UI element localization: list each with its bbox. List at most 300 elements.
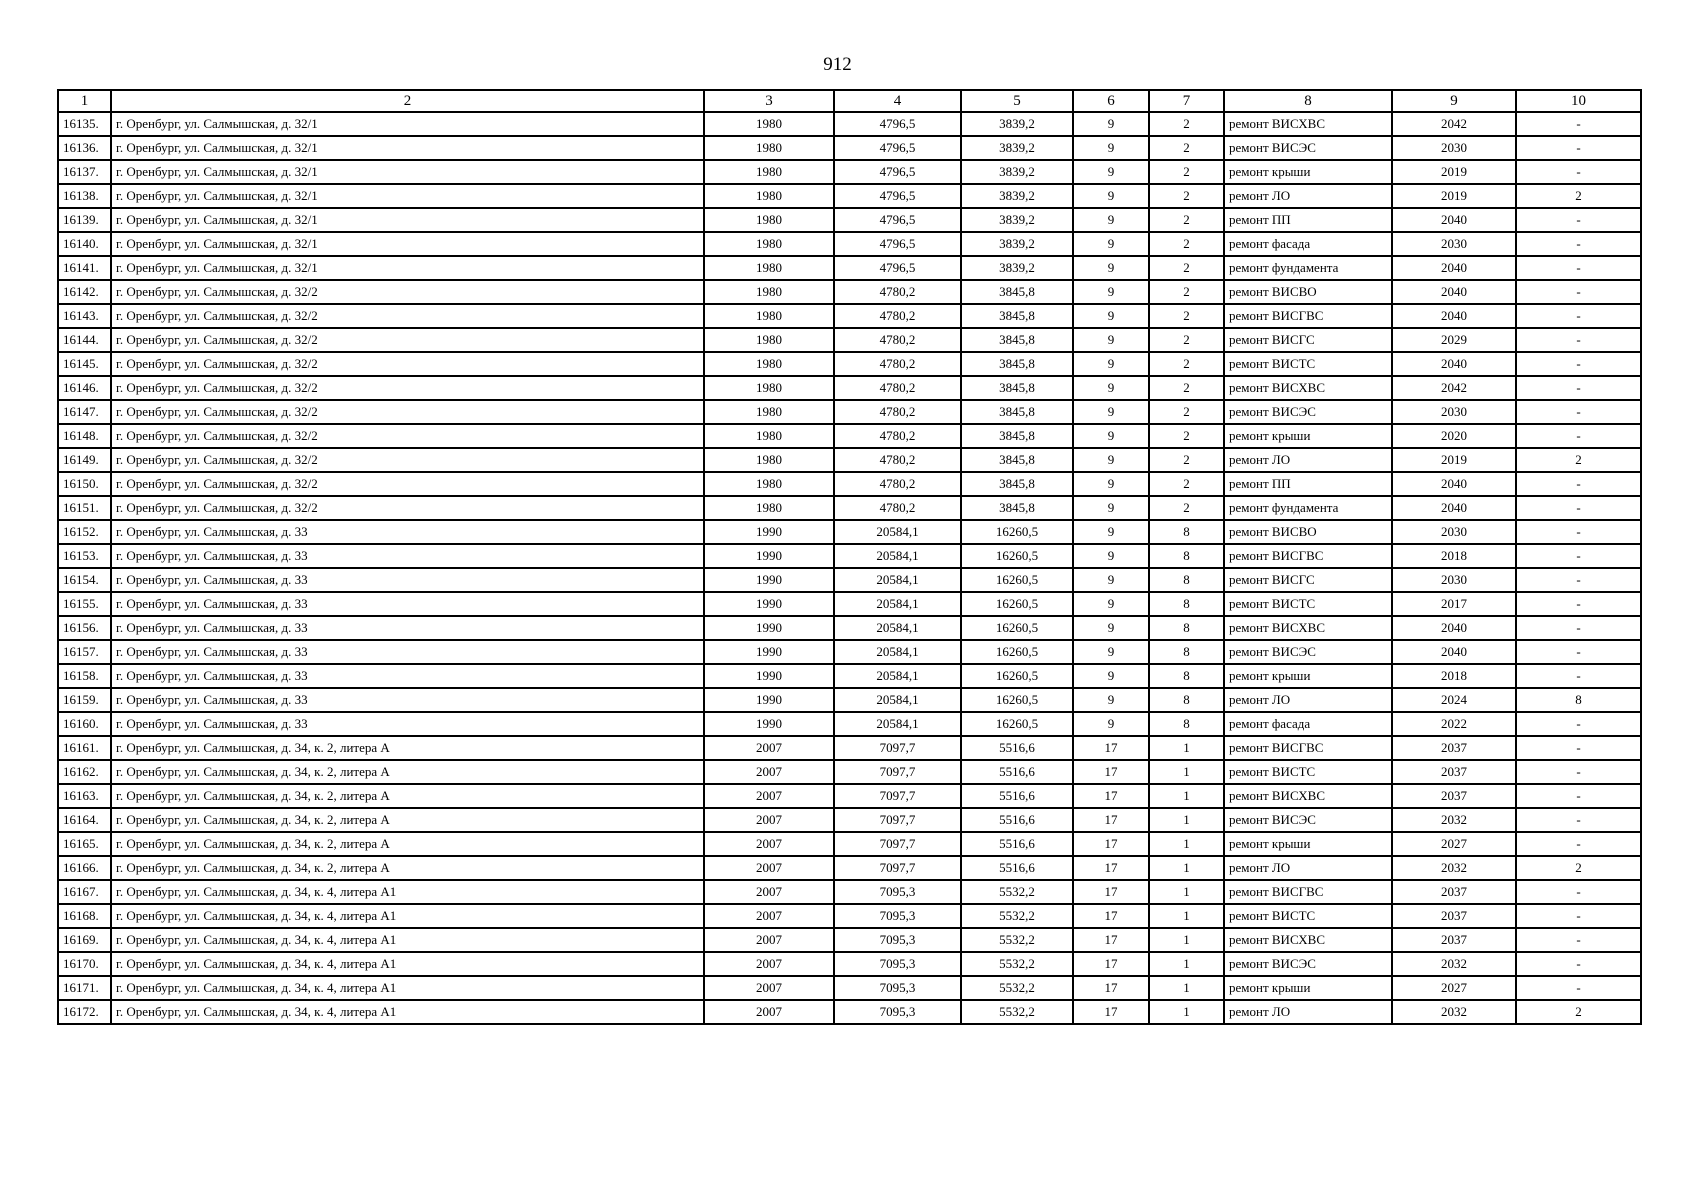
table-row — [58, 328, 1641, 352]
work-type-cell: ремонт фундамента — [1224, 496, 1392, 520]
total-area-cell: 4780,2 — [834, 376, 961, 400]
total-area-cell: 7097,7 — [834, 760, 961, 784]
year-built-cell: 1980 — [704, 352, 834, 376]
table-body — [58, 112, 1641, 1024]
extra-value-cell: 8 — [1516, 688, 1641, 712]
row-number-cell: 16159. — [58, 688, 111, 712]
total-area-cell: 4796,5 — [834, 136, 961, 160]
total-area-cell: 4796,5 — [834, 208, 961, 232]
row-number-cell: 16161. — [58, 736, 111, 760]
row-number-cell: 16172. — [58, 1000, 111, 1024]
extra-value-cell: - — [1516, 424, 1641, 448]
year-built-cell: 1980 — [704, 376, 834, 400]
row-number-cell: 16167. — [58, 880, 111, 904]
living-area-cell: 16260,5 — [961, 688, 1073, 712]
year-built-cell: 2007 — [704, 736, 834, 760]
total-area-cell: 20584,1 — [834, 640, 961, 664]
address-cell: г. Оренбург, ул. Салмышская, д. 32/1 — [111, 160, 704, 184]
planned-year-cell: 2032 — [1392, 1000, 1516, 1024]
floors-cell: 17 — [1073, 808, 1149, 832]
address-cell: г. Оренбург, ул. Салмышская, д. 34, к. 2, литера А — [111, 832, 704, 856]
entrances-cell: 2 — [1149, 280, 1224, 304]
total-area-cell: 20584,1 — [834, 544, 961, 568]
floors-cell: 17 — [1073, 1000, 1149, 1024]
work-type-cell: ремонт ВИСХВС — [1224, 784, 1392, 808]
floors-cell: 9 — [1073, 592, 1149, 616]
planned-year-cell: 2030 — [1392, 568, 1516, 592]
living-area-cell: 3845,8 — [961, 496, 1073, 520]
row-number-cell: 16157. — [58, 640, 111, 664]
year-built-cell: 1990 — [704, 520, 834, 544]
table-row — [58, 400, 1641, 424]
entrances-cell: 1 — [1149, 784, 1224, 808]
table-row — [58, 160, 1641, 184]
living-area-cell: 5516,6 — [961, 808, 1073, 832]
table-row — [58, 232, 1641, 256]
row-number-cell: 16160. — [58, 712, 111, 736]
table-row — [58, 136, 1641, 160]
living-area-cell: 5532,2 — [961, 880, 1073, 904]
page-number: 912 — [823, 54, 852, 75]
work-type-cell: ремонт ВИСХВС — [1224, 928, 1392, 952]
extra-value-cell: - — [1516, 232, 1641, 256]
work-type-cell: ремонт фундамента — [1224, 256, 1392, 280]
table-row — [58, 496, 1641, 520]
table-row — [58, 640, 1641, 664]
repair-schedule-table — [57, 89, 1642, 1025]
total-area-cell: 7097,7 — [834, 832, 961, 856]
column-header-2: 2 — [111, 90, 704, 112]
entrances-cell: 8 — [1149, 712, 1224, 736]
living-area-cell: 5532,2 — [961, 976, 1073, 1000]
living-area-cell: 3839,2 — [961, 232, 1073, 256]
table-row — [58, 112, 1641, 136]
floors-cell: 17 — [1073, 784, 1149, 808]
work-type-cell: ремонт ВИСТС — [1224, 352, 1392, 376]
work-type-cell: ремонт ВИСГС — [1224, 568, 1392, 592]
address-cell: г. Оренбург, ул. Салмышская, д. 33 — [111, 664, 704, 688]
entrances-cell: 1 — [1149, 736, 1224, 760]
living-area-cell: 3845,8 — [961, 448, 1073, 472]
address-cell: г. Оренбург, ул. Салмышская, д. 32/1 — [111, 136, 704, 160]
year-built-cell: 1980 — [704, 136, 834, 160]
table-row — [58, 784, 1641, 808]
entrances-cell: 2 — [1149, 328, 1224, 352]
table-row — [58, 520, 1641, 544]
year-built-cell: 1980 — [704, 448, 834, 472]
entrances-cell: 2 — [1149, 256, 1224, 280]
total-area-cell: 4780,2 — [834, 448, 961, 472]
total-area-cell: 4780,2 — [834, 472, 961, 496]
planned-year-cell: 2037 — [1392, 784, 1516, 808]
floors-cell: 17 — [1073, 904, 1149, 928]
total-area-cell: 4796,5 — [834, 184, 961, 208]
work-type-cell: ремонт ВИСЭС — [1224, 952, 1392, 976]
extra-value-cell: - — [1516, 616, 1641, 640]
row-number-cell: 16168. — [58, 904, 111, 928]
row-number-cell: 16142. — [58, 280, 111, 304]
floors-cell: 9 — [1073, 160, 1149, 184]
planned-year-cell: 2040 — [1392, 304, 1516, 328]
column-header-7: 7 — [1149, 90, 1224, 112]
extra-value-cell: - — [1516, 112, 1641, 136]
floors-cell: 9 — [1073, 136, 1149, 160]
table-row — [58, 544, 1641, 568]
table-row — [58, 184, 1641, 208]
entrances-cell: 1 — [1149, 952, 1224, 976]
entrances-cell: 2 — [1149, 448, 1224, 472]
total-area-cell: 4796,5 — [834, 160, 961, 184]
year-built-cell: 2007 — [704, 1000, 834, 1024]
extra-value-cell: - — [1516, 928, 1641, 952]
total-area-cell: 4780,2 — [834, 424, 961, 448]
work-type-cell: ремонт ВИСТС — [1224, 760, 1392, 784]
address-cell: г. Оренбург, ул. Салмышская, д. 32/2 — [111, 496, 704, 520]
address-cell: г. Оренбург, ул. Салмышская, д. 33 — [111, 616, 704, 640]
floors-cell: 17 — [1073, 832, 1149, 856]
entrances-cell: 2 — [1149, 112, 1224, 136]
extra-value-cell: - — [1516, 760, 1641, 784]
column-header-3: 3 — [704, 90, 834, 112]
living-area-cell: 16260,5 — [961, 616, 1073, 640]
table-row — [58, 712, 1641, 736]
address-cell: г. Оренбург, ул. Салмышская, д. 34, к. 2, литера А — [111, 856, 704, 880]
row-number-cell: 16165. — [58, 832, 111, 856]
column-header-8: 8 — [1224, 90, 1392, 112]
living-area-cell: 5532,2 — [961, 928, 1073, 952]
table-row — [58, 952, 1641, 976]
planned-year-cell: 2020 — [1392, 424, 1516, 448]
address-cell: г. Оренбург, ул. Салмышская, д. 32/2 — [111, 472, 704, 496]
total-area-cell: 7095,3 — [834, 880, 961, 904]
row-number-cell: 16164. — [58, 808, 111, 832]
address-cell: г. Оренбург, ул. Салмышская, д. 32/2 — [111, 376, 704, 400]
address-cell: г. Оренбург, ул. Салмышская, д. 33 — [111, 544, 704, 568]
work-type-cell: ремонт ВИСЭС — [1224, 640, 1392, 664]
floors-cell: 9 — [1073, 688, 1149, 712]
entrances-cell: 1 — [1149, 760, 1224, 784]
living-area-cell: 3839,2 — [961, 256, 1073, 280]
table-row — [58, 256, 1641, 280]
planned-year-cell: 2030 — [1392, 232, 1516, 256]
extra-value-cell: - — [1516, 160, 1641, 184]
work-type-cell: ремонт ЛО — [1224, 184, 1392, 208]
table-row — [58, 832, 1641, 856]
year-built-cell: 1980 — [704, 328, 834, 352]
entrances-cell: 1 — [1149, 808, 1224, 832]
floors-cell: 9 — [1073, 400, 1149, 424]
year-built-cell: 1990 — [704, 712, 834, 736]
extra-value-cell: - — [1516, 568, 1641, 592]
living-area-cell: 16260,5 — [961, 712, 1073, 736]
planned-year-cell: 2030 — [1392, 400, 1516, 424]
address-cell: г. Оренбург, ул. Салмышская, д. 33 — [111, 592, 704, 616]
year-built-cell: 1980 — [704, 184, 834, 208]
table-row — [58, 928, 1641, 952]
living-area-cell: 5516,6 — [961, 760, 1073, 784]
floors-cell: 9 — [1073, 280, 1149, 304]
address-cell: г. Оренбург, ул. Салмышская, д. 32/2 — [111, 304, 704, 328]
extra-value-cell: - — [1516, 304, 1641, 328]
address-cell: г. Оренбург, ул. Салмышская, д. 33 — [111, 688, 704, 712]
floors-cell: 17 — [1073, 880, 1149, 904]
planned-year-cell: 2037 — [1392, 736, 1516, 760]
row-number-cell: 16155. — [58, 592, 111, 616]
extra-value-cell: - — [1516, 664, 1641, 688]
floors-cell: 17 — [1073, 856, 1149, 880]
address-cell: г. Оренбург, ул. Салмышская, д. 34, к. 4, литера А1 — [111, 928, 704, 952]
extra-value-cell: - — [1516, 352, 1641, 376]
total-area-cell: 20584,1 — [834, 616, 961, 640]
total-area-cell: 20584,1 — [834, 688, 961, 712]
floors-cell: 9 — [1073, 544, 1149, 568]
entrances-cell: 2 — [1149, 184, 1224, 208]
work-type-cell: ремонт ВИСТС — [1224, 904, 1392, 928]
address-cell: г. Оренбург, ул. Салмышская, д. 33 — [111, 712, 704, 736]
extra-value-cell: 2 — [1516, 184, 1641, 208]
year-built-cell: 1980 — [704, 256, 834, 280]
year-built-cell: 1980 — [704, 496, 834, 520]
work-type-cell: ремонт ВИСХВС — [1224, 112, 1392, 136]
living-area-cell: 3839,2 — [961, 136, 1073, 160]
total-area-cell: 4780,2 — [834, 400, 961, 424]
living-area-cell: 16260,5 — [961, 520, 1073, 544]
entrances-cell: 1 — [1149, 1000, 1224, 1024]
table-row — [58, 976, 1641, 1000]
extra-value-cell: - — [1516, 952, 1641, 976]
living-area-cell: 3839,2 — [961, 112, 1073, 136]
work-type-cell: ремонт ВИСЭС — [1224, 808, 1392, 832]
floors-cell: 9 — [1073, 328, 1149, 352]
year-built-cell: 1980 — [704, 472, 834, 496]
year-built-cell: 1980 — [704, 424, 834, 448]
planned-year-cell: 2019 — [1392, 184, 1516, 208]
year-built-cell: 1990 — [704, 544, 834, 568]
work-type-cell: ремонт крыши — [1224, 664, 1392, 688]
address-cell: г. Оренбург, ул. Салмышская, д. 34, к. 2, литера А — [111, 784, 704, 808]
row-number-cell: 16170. — [58, 952, 111, 976]
work-type-cell: ремонт ПП — [1224, 472, 1392, 496]
entrances-cell: 2 — [1149, 160, 1224, 184]
total-area-cell: 7095,3 — [834, 928, 961, 952]
entrances-cell: 2 — [1149, 136, 1224, 160]
total-area-cell: 20584,1 — [834, 520, 961, 544]
column-header-9: 9 — [1392, 90, 1516, 112]
planned-year-cell: 2027 — [1392, 832, 1516, 856]
extra-value-cell: - — [1516, 280, 1641, 304]
table-row — [58, 568, 1641, 592]
planned-year-cell: 2029 — [1392, 328, 1516, 352]
work-type-cell: ремонт ВИСГВС — [1224, 304, 1392, 328]
work-type-cell: ремонт ВИСВО — [1224, 520, 1392, 544]
entrances-cell: 2 — [1149, 232, 1224, 256]
year-built-cell: 1980 — [704, 232, 834, 256]
planned-year-cell: 2032 — [1392, 856, 1516, 880]
table-row — [58, 688, 1641, 712]
planned-year-cell: 2024 — [1392, 688, 1516, 712]
floors-cell: 9 — [1073, 568, 1149, 592]
floors-cell: 9 — [1073, 184, 1149, 208]
extra-value-cell: - — [1516, 520, 1641, 544]
planned-year-cell: 2040 — [1392, 208, 1516, 232]
floors-cell: 17 — [1073, 928, 1149, 952]
extra-value-cell: - — [1516, 496, 1641, 520]
total-area-cell: 4780,2 — [834, 328, 961, 352]
floors-cell: 9 — [1073, 712, 1149, 736]
entrances-cell: 2 — [1149, 304, 1224, 328]
address-cell: г. Оренбург, ул. Салмышская, д. 33 — [111, 568, 704, 592]
year-built-cell: 1980 — [704, 208, 834, 232]
entrances-cell: 2 — [1149, 352, 1224, 376]
row-number-cell: 16171. — [58, 976, 111, 1000]
planned-year-cell: 2040 — [1392, 640, 1516, 664]
year-built-cell: 1980 — [704, 160, 834, 184]
entrances-cell: 2 — [1149, 376, 1224, 400]
floors-cell: 9 — [1073, 664, 1149, 688]
extra-value-cell: - — [1516, 472, 1641, 496]
row-number-cell: 16152. — [58, 520, 111, 544]
planned-year-cell: 2042 — [1392, 376, 1516, 400]
planned-year-cell: 2040 — [1392, 280, 1516, 304]
year-built-cell: 1990 — [704, 616, 834, 640]
living-area-cell: 5516,6 — [961, 736, 1073, 760]
table-row — [58, 760, 1641, 784]
extra-value-cell: - — [1516, 400, 1641, 424]
entrances-cell: 8 — [1149, 640, 1224, 664]
column-header-4: 4 — [834, 90, 961, 112]
total-area-cell: 7097,7 — [834, 736, 961, 760]
work-type-cell: ремонт крыши — [1224, 160, 1392, 184]
address-cell: г. Оренбург, ул. Салмышская, д. 34, к. 2, литера А — [111, 736, 704, 760]
table-row — [58, 904, 1641, 928]
living-area-cell: 3839,2 — [961, 208, 1073, 232]
entrances-cell: 2 — [1149, 472, 1224, 496]
work-type-cell: ремонт ВИСГВС — [1224, 736, 1392, 760]
address-cell: г. Оренбург, ул. Салмышская, д. 33 — [111, 520, 704, 544]
row-number-cell: 16145. — [58, 352, 111, 376]
total-area-cell: 4780,2 — [834, 280, 961, 304]
living-area-cell: 3845,8 — [961, 424, 1073, 448]
work-type-cell: ремонт ВИСТС — [1224, 592, 1392, 616]
extra-value-cell: 2 — [1516, 856, 1641, 880]
work-type-cell: ремонт ВИСХВС — [1224, 616, 1392, 640]
floors-cell: 9 — [1073, 448, 1149, 472]
address-cell: г. Оренбург, ул. Салмышская, д. 32/2 — [111, 280, 704, 304]
living-area-cell: 16260,5 — [961, 544, 1073, 568]
floors-cell: 9 — [1073, 496, 1149, 520]
work-type-cell: ремонт крыши — [1224, 832, 1392, 856]
row-number-cell: 16139. — [58, 208, 111, 232]
total-area-cell: 4796,5 — [834, 232, 961, 256]
address-cell: г. Оренбург, ул. Салмышская, д. 34, к. 2, литера А — [111, 808, 704, 832]
entrances-cell: 8 — [1149, 616, 1224, 640]
work-type-cell: ремонт ВИСХВС — [1224, 376, 1392, 400]
row-number-cell: 16148. — [58, 424, 111, 448]
work-type-cell: ремонт ВИСЭС — [1224, 400, 1392, 424]
living-area-cell: 5516,6 — [961, 784, 1073, 808]
living-area-cell: 3845,8 — [961, 280, 1073, 304]
floors-cell: 9 — [1073, 208, 1149, 232]
living-area-cell: 3845,8 — [961, 400, 1073, 424]
entrances-cell: 1 — [1149, 856, 1224, 880]
entrances-cell: 2 — [1149, 496, 1224, 520]
work-type-cell: ремонт ВИСГС — [1224, 328, 1392, 352]
total-area-cell: 7095,3 — [834, 1000, 961, 1024]
entrances-cell: 1 — [1149, 832, 1224, 856]
entrances-cell: 8 — [1149, 688, 1224, 712]
total-area-cell: 7095,3 — [834, 904, 961, 928]
floors-cell: 9 — [1073, 616, 1149, 640]
table-row — [58, 472, 1641, 496]
address-cell: г. Оренбург, ул. Салмышская, д. 32/2 — [111, 328, 704, 352]
planned-year-cell: 2030 — [1392, 136, 1516, 160]
work-type-cell: ремонт фасада — [1224, 232, 1392, 256]
planned-year-cell: 2019 — [1392, 448, 1516, 472]
table-row — [58, 1000, 1641, 1024]
total-area-cell: 4796,5 — [834, 112, 961, 136]
entrances-cell: 8 — [1149, 544, 1224, 568]
work-type-cell: ремонт ВИСЭС — [1224, 136, 1392, 160]
year-built-cell: 1990 — [704, 640, 834, 664]
floors-cell: 9 — [1073, 256, 1149, 280]
entrances-cell: 2 — [1149, 208, 1224, 232]
address-cell: г. Оренбург, ул. Салмышская, д. 32/2 — [111, 448, 704, 472]
living-area-cell: 3839,2 — [961, 160, 1073, 184]
entrances-cell: 1 — [1149, 976, 1224, 1000]
total-area-cell: 20584,1 — [834, 712, 961, 736]
work-type-cell: ремонт ЛО — [1224, 688, 1392, 712]
floors-cell: 9 — [1073, 472, 1149, 496]
planned-year-cell: 2037 — [1392, 904, 1516, 928]
planned-year-cell: 2022 — [1392, 712, 1516, 736]
column-header-5: 5 — [961, 90, 1073, 112]
total-area-cell: 7095,3 — [834, 952, 961, 976]
year-built-cell: 2007 — [704, 928, 834, 952]
total-area-cell: 4780,2 — [834, 496, 961, 520]
extra-value-cell: - — [1516, 736, 1641, 760]
planned-year-cell: 2019 — [1392, 160, 1516, 184]
extra-value-cell: - — [1516, 256, 1641, 280]
row-number-cell: 16140. — [58, 232, 111, 256]
extra-value-cell: - — [1516, 592, 1641, 616]
address-cell: г. Оренбург, ул. Салмышская, д. 32/1 — [111, 208, 704, 232]
year-built-cell: 2007 — [704, 880, 834, 904]
total-area-cell: 20584,1 — [834, 664, 961, 688]
living-area-cell: 16260,5 — [961, 568, 1073, 592]
floors-cell: 9 — [1073, 232, 1149, 256]
year-built-cell: 1990 — [704, 664, 834, 688]
work-type-cell: ремонт ЛО — [1224, 856, 1392, 880]
year-built-cell: 1990 — [704, 688, 834, 712]
living-area-cell: 3845,8 — [961, 328, 1073, 352]
extra-value-cell: - — [1516, 784, 1641, 808]
living-area-cell: 5532,2 — [961, 952, 1073, 976]
table-row — [58, 208, 1641, 232]
table-row — [58, 376, 1641, 400]
total-area-cell: 4796,5 — [834, 256, 961, 280]
living-area-cell: 3845,8 — [961, 376, 1073, 400]
floors-cell: 9 — [1073, 376, 1149, 400]
year-built-cell: 2007 — [704, 760, 834, 784]
living-area-cell: 16260,5 — [961, 640, 1073, 664]
living-area-cell: 16260,5 — [961, 664, 1073, 688]
floors-cell: 17 — [1073, 976, 1149, 1000]
row-number-cell: 16150. — [58, 472, 111, 496]
extra-value-cell: - — [1516, 208, 1641, 232]
row-number-cell: 16144. — [58, 328, 111, 352]
row-number-cell: 16162. — [58, 760, 111, 784]
row-number-cell: 16156. — [58, 616, 111, 640]
